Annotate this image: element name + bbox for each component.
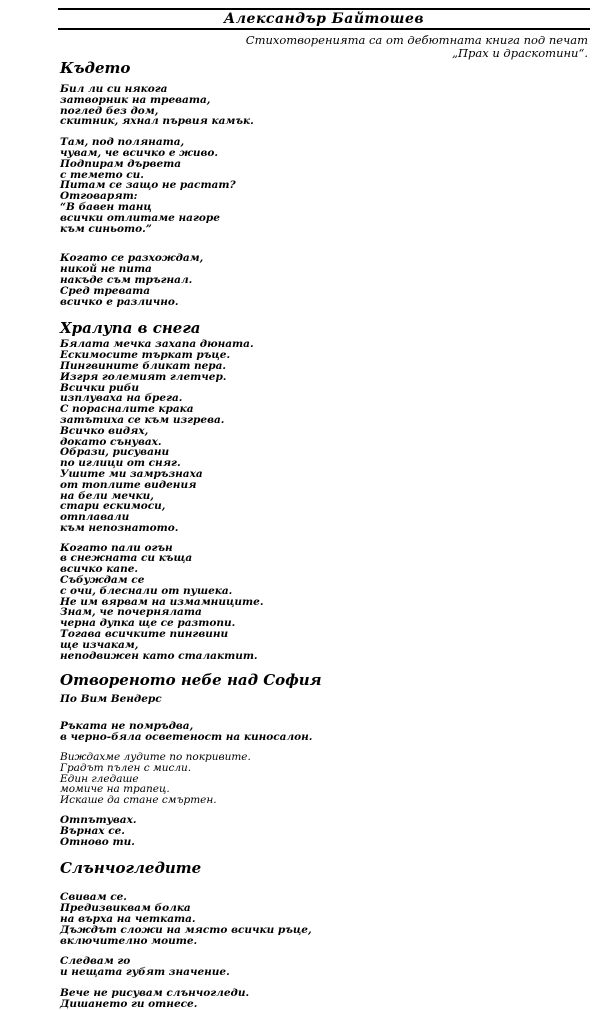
verse-line: Знам, че почернялата: [60, 606, 202, 619]
verse-line: Подпирам дървета: [60, 157, 182, 170]
stanza: [60, 815, 590, 847]
verse-line: Дишането ги отнесе.: [60, 997, 198, 1010]
verse-line: Следвам го: [60, 955, 131, 968]
verse-line: Ушите ми замръзнаха: [60, 467, 203, 480]
verse-line: Всичко видях,: [60, 424, 149, 437]
verse-line: неподвижен като сталактит.: [60, 649, 258, 662]
stanza: [60, 84, 590, 127]
poem-kadeto: [60, 59, 590, 307]
verse-line: Вече не рисувам слънчогледи.: [60, 987, 250, 999]
verse-line: Отпътувах.: [60, 814, 137, 827]
verse-line: Отново ти.: [60, 835, 135, 848]
verse-line: Пингвините бликат пера.: [60, 359, 227, 372]
verse-line: Един гледаше: [60, 772, 139, 785]
verse-line: накъде съм тръгнал.: [60, 273, 193, 286]
verse-line: Искаше да стане смъртен.: [60, 794, 217, 807]
publication-note: [118, 34, 588, 60]
verse-line: Предизвиквам болка: [60, 902, 191, 915]
verse-line: затворник на тревата,: [60, 93, 211, 106]
verse-line: всичко е различно.: [60, 295, 179, 308]
poems-column: [60, 59, 590, 1010]
verse-line: Бялата мечка захапа дюната.: [60, 338, 254, 351]
verse-line: в снежната си къща: [60, 552, 193, 565]
verse-line: ще изчакам,: [60, 638, 139, 651]
verse-line: от топлите видения: [60, 478, 197, 491]
verse-line: включително моите.: [60, 934, 198, 947]
verse-line: изплуваха на брега.: [60, 392, 183, 405]
poem-title: Хралупа в снега: [60, 319, 201, 338]
verse-line: Образи, рисувани: [60, 446, 170, 459]
verse-line: Там, под поляната,: [60, 136, 185, 149]
verse-line: Когато се разхождам,: [60, 252, 204, 265]
verse-line: Виждахме лудите по покривите.: [60, 751, 251, 764]
stanza: [60, 988, 590, 1010]
verse-line: Градът пълен с мисли.: [60, 761, 192, 774]
verse-line: затътиха се към изгрева.: [60, 413, 225, 426]
poem-dedication: По Вим Вендерс: [60, 693, 162, 706]
verse-line: чувам, че всичко е живо.: [60, 146, 219, 159]
verse-line: Върнах се.: [60, 824, 125, 837]
poem-sofia: [60, 671, 590, 847]
poem-slanchogledite: [60, 859, 590, 1009]
verse-line: Питам се защо не растат?: [60, 179, 236, 192]
verse-line: Ръката не помръдва,: [60, 720, 194, 733]
author-name: Александър Байтошев: [223, 11, 425, 27]
stanza: [60, 956, 590, 978]
verse-line: към синьото.”: [60, 222, 152, 235]
verse-line: на върха на четката.: [60, 913, 196, 926]
verse-line: всичко капе.: [60, 563, 139, 576]
verse-line: Когато пали огън: [60, 541, 173, 554]
verse-line: Дъждът сложи на място всички ръце,: [60, 923, 312, 936]
verse-line: с очи, блеснали от пушека.: [60, 584, 233, 597]
verse-line: “В бавен танц: [60, 200, 152, 213]
verse-line: в черно-бяла осветеност на киносалон.: [60, 731, 313, 744]
note-line: „Прах и драскотини“.: [452, 46, 588, 60]
poem-title: Където: [60, 59, 131, 77]
verse-line: поглед без дом,: [60, 104, 159, 117]
stanza: [60, 339, 590, 533]
verse-line: докато сънувах.: [60, 435, 162, 448]
verse-line: скитник, яхнал първия камък.: [60, 115, 254, 128]
verse-line: С порасналите крака: [60, 403, 194, 416]
stanza: [60, 543, 590, 662]
poem-hralupa: [60, 319, 590, 661]
verse-line: Бил ли си някога: [60, 83, 168, 95]
author-header-bar: [58, 8, 590, 30]
verse-line: никой не пита: [60, 263, 152, 276]
verse-line: към непознатото.: [60, 521, 179, 534]
verse-line: Изгря големият глетчер.: [60, 370, 227, 383]
stanza: [60, 721, 590, 743]
verse-line: и нещата губят значение.: [60, 966, 230, 979]
verse-line: Всички риби: [60, 381, 139, 394]
verse-line: Тогава всичките пингвини: [60, 628, 229, 641]
verse-line: Сред тревата: [60, 284, 151, 297]
verse-line: на бели мечки,: [60, 489, 154, 502]
verse-line: Не им вярвам на измамниците.: [60, 595, 264, 608]
verse-line: отплавали: [60, 511, 130, 524]
stanza: [60, 137, 590, 234]
verse-line: Свивам се.: [60, 891, 127, 904]
poem-title: Отвореното небе над София: [60, 671, 322, 690]
verse-line: всички отлитаме нагоре: [60, 211, 220, 224]
verse-line: стари ескимоси,: [60, 500, 166, 513]
verse-line: с темето си.: [60, 168, 144, 181]
verse-line: черна дупка ще се разтопи.: [60, 617, 236, 630]
stanza: [60, 752, 590, 806]
verse-line: Ескимосите търкат ръце.: [60, 349, 231, 362]
stanza: [60, 253, 590, 307]
verse-line: Отговарят:: [60, 190, 138, 203]
stanza: [60, 892, 590, 946]
verse-line: Събуждам се: [60, 574, 145, 587]
verse-line: момиче на трапец.: [60, 783, 170, 796]
note-line: Стихотворенията са от дебютната книга под печат: [245, 33, 588, 47]
verse-line: по иглици от сняг.: [60, 457, 181, 470]
poem-title: Слънчогледите: [60, 859, 202, 878]
